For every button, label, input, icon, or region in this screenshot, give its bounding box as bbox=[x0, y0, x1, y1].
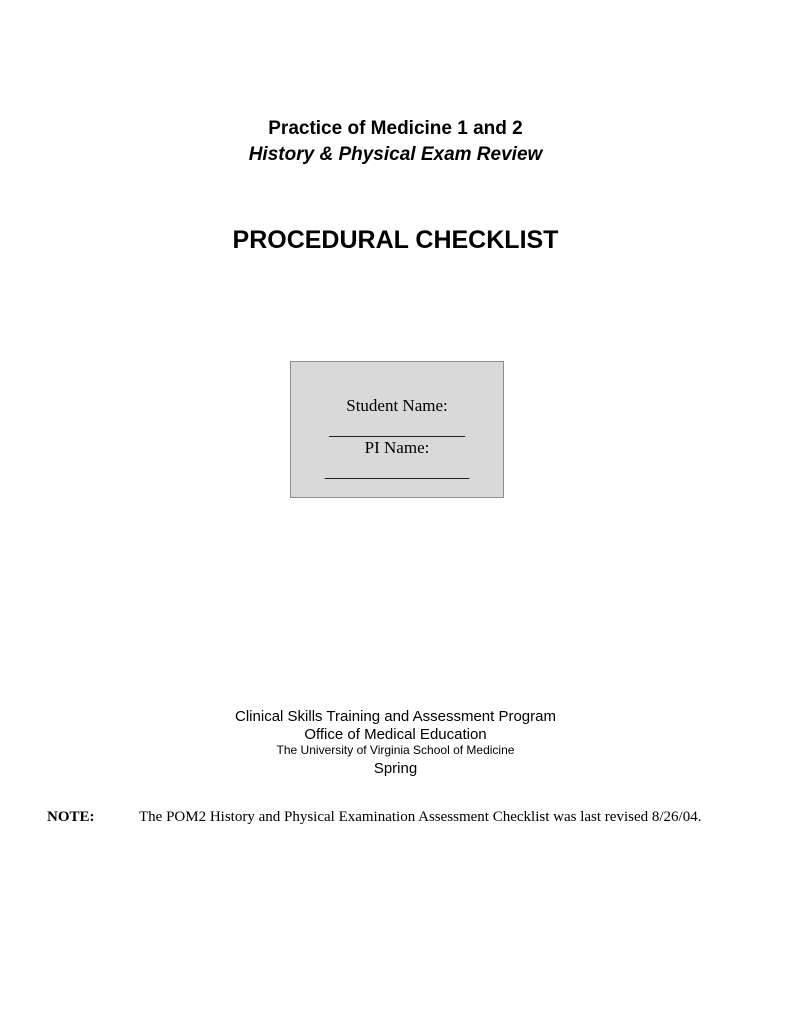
course-subtitle: History & Physical Exam Review bbox=[248, 144, 543, 165]
document-title: PROCEDURAL CHECKLIST bbox=[232, 226, 559, 254]
footer-program: Clinical Skills Training and Assessment Program bbox=[235, 708, 556, 725]
student-name-label: Student Name: bbox=[346, 396, 448, 415]
note-text: The POM2 History and Physical Examination Assessment Checklist was last revised 8/26/04. bbox=[139, 809, 702, 825]
footer-school: The University of Virginia School of Medicine bbox=[276, 743, 515, 757]
course-title: Practice of Medicine 1 and 2 bbox=[268, 118, 523, 139]
student-info-box bbox=[290, 361, 504, 498]
student-name-blank[interactable]: ________________ bbox=[329, 420, 465, 439]
note-label: NOTE: bbox=[47, 809, 95, 825]
pi-name-blank[interactable]: _________________ bbox=[324, 462, 470, 481]
footer-term: Spring bbox=[373, 760, 418, 777]
pi-name-label: PI Name: bbox=[364, 438, 430, 457]
footer-office: Office of Medical Education bbox=[304, 726, 487, 743]
